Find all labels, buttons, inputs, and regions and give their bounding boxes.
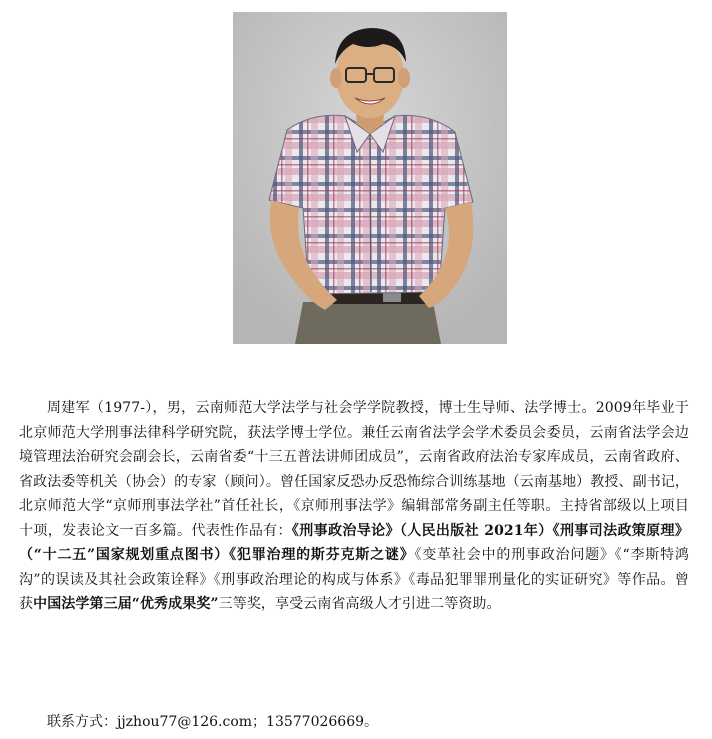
biography-paragraph bbox=[19, 396, 689, 617]
bio-work-2: 《刑事司法政策原理》（“十二五”国家规划重点图书） bbox=[19, 522, 690, 563]
contact-info: 联系方式：jjzhou77@126.com；13577026669。 bbox=[47, 714, 379, 730]
portrait-photo bbox=[233, 12, 507, 344]
bio-works-rest: 《变革社会中的刑事政治问题》《“李斯特鸿沟”的误读及其社会政策诠释》《刑事政治理论的构成与体系》《毒品犯罪罪刑量化的实证研究》等作品。曾获 bbox=[19, 547, 689, 612]
bio-work-1: 《刑事政治导论》（人民出版社 2021年） bbox=[291, 522, 553, 539]
bio-intro: 周建军（1977-），男，云南师范大学法学与社会学学院教授，博士生导师、法学博士。2009年毕业于北京师范大学刑事法律科学研究院，获法学博士学位。兼任云南省法学会学术委员会委员，云南省法学会边境管理法治研究会副会长，云南省委“十三五普法讲师团成员”，云南省政府法治专家库成员，云南省政府、省政法委等机关（协会）的专家（顾问）。曾任国家反恐办反恐怖综合训练基地（云南基地）教授、副书记，北京师范大学“京师刑事法学社”首任社长，《京师刑事法学》编辑部常务副主任等职。主持省部级以上项目十项，发表论文一百多篇。代表性作品有： bbox=[19, 400, 689, 539]
portrait-illustration bbox=[233, 12, 507, 344]
bio-award: 中国法学第三届“优秀成果奖” bbox=[33, 596, 219, 612]
bio-closing: 三等奖，享受云南省高级人才引进二等资助。 bbox=[218, 596, 501, 612]
bio-work-3: 《犯罪治理的斯芬克斯之谜》 bbox=[229, 547, 415, 563]
